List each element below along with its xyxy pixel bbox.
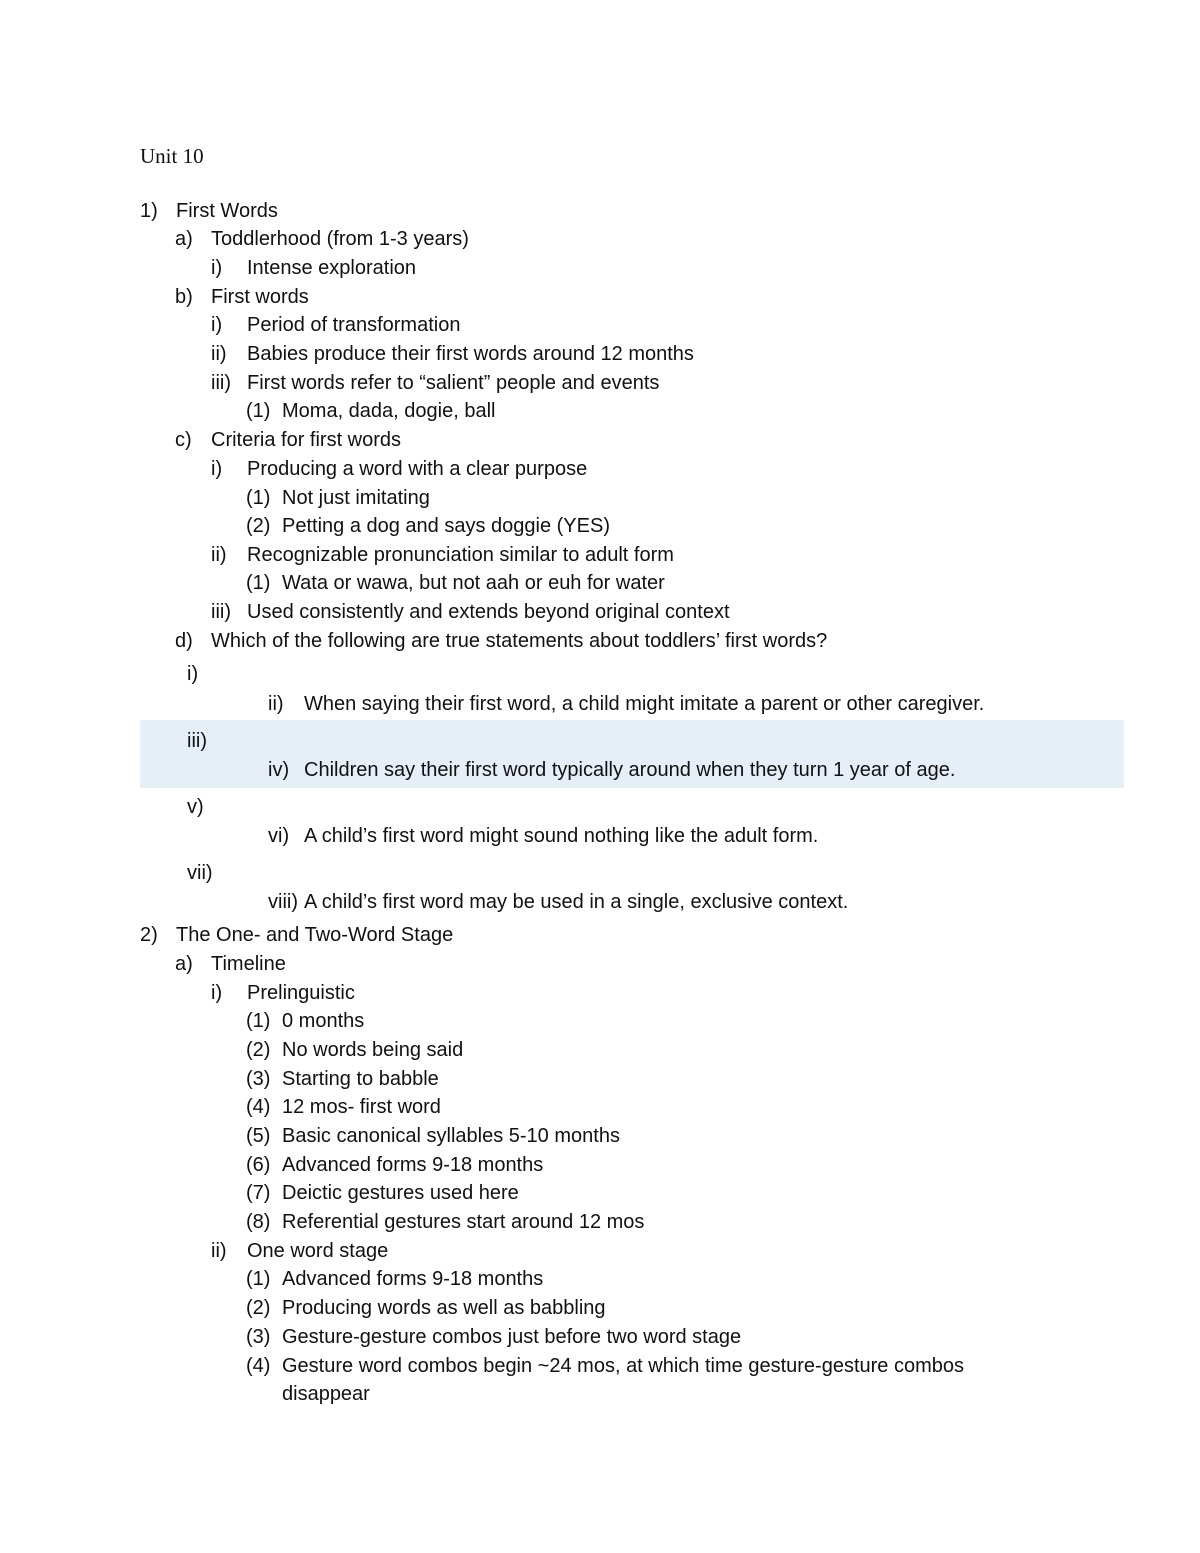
outline-text: When saying their first word, a child might imitate a parent or other caregiver. [304,693,985,715]
outline-text: A child’s first word may be used in a single, exclusive context. [304,891,849,913]
outline-marker: (6) [246,1154,271,1176]
outline-marker: i) [211,458,223,480]
outline-marker: ii) [211,343,227,365]
outline-text: Producing words as well as babbling [282,1297,606,1319]
outline-text: 12 mos- first word [282,1096,441,1118]
outline-text: Referential gestures start around 12 mos [282,1211,645,1233]
outline-text: A child’s first word might sound nothing like the adult form. [304,825,819,847]
outline-text: Criteria for first words [211,429,402,451]
outline-text: Toddlerhood (from 1-3 years) [211,228,469,250]
outline-marker: (1) [246,1010,271,1032]
outline-marker: (4) [246,1355,271,1377]
outline-text: 0 months [282,1010,365,1032]
outline-marker: v) [187,796,204,818]
outline-text: Gesture word combos begin ~24 mos, at which time gesture-gesture combos [282,1355,964,1377]
outline-text: Babies produce their first words around 12 months [247,343,694,365]
outline-marker: iii) [187,730,207,752]
outline-marker: vi) [268,825,290,847]
outline-marker: ii) [268,693,284,715]
outline-text: Intense exploration [247,257,417,279]
outline-text: One word stage [247,1240,389,1262]
outline-marker: (2) [246,1297,271,1319]
outline-marker: (1) [246,400,271,422]
outline-text: Producing a word with a clear purpose [247,458,588,480]
outline-marker: (1) [246,487,271,509]
outline-marker: (2) [246,1039,271,1061]
outline-marker: (3) [246,1326,271,1348]
outline-marker: (3) [246,1068,271,1090]
outline-text: Starting to babble [282,1068,439,1090]
outline-marker: iii) [211,372,231,394]
outline-text: Prelinguistic [247,982,355,1004]
outline-marker: (7) [246,1182,271,1204]
outline-text: Deictic gestures used here [282,1182,519,1204]
outline-text: No words being said [282,1039,464,1061]
outline-text: Moma, dada, dogie, ball [282,400,496,422]
outline-text: Gesture-gesture combos just before two word stage [282,1326,742,1348]
outline-marker: iii) [211,601,231,623]
outline-marker: i) [211,982,223,1004]
outline-marker: (1) [246,1268,271,1290]
outline-marker: iv) [268,759,290,781]
outline-text: Petting a dog and says doggie (YES) [282,515,610,537]
outline-marker: 1) [140,200,158,222]
outline-text: Timeline [211,953,286,975]
outline-marker: b) [175,286,193,308]
outline-marker: i) [187,663,199,685]
outline-marker: a) [175,228,193,250]
document-title: Unit 10 [140,144,204,168]
outline-marker: a) [175,953,193,975]
outline-text: Not just imitating [282,487,430,509]
outline-marker: vii) [187,862,213,884]
outline-marker: (8) [246,1211,271,1233]
outline-text: Wata or wawa, but not aah or euh for water [282,572,665,594]
outline-text: Which of the following are true statements about toddlers’ first words? [211,630,828,652]
outline-text: First words refer to “salient” people and events [247,372,660,394]
outline-text: Used consistently and extends beyond original context [247,601,730,623]
outline-marker: i) [211,257,223,279]
outline-text: disappear [282,1383,370,1405]
outline-text: Advanced forms 9-18 months [282,1154,544,1176]
outline-text: Children say their first word typically around when they turn 1 year of age. [304,759,956,781]
outline-text: Period of transformation [247,314,461,336]
outline-text: First Words [176,200,278,222]
outline-marker: c) [175,429,192,451]
outline-text: Recognizable pronunciation similar to adult form [247,544,674,566]
outline-text: Advanced forms 9-18 months [282,1268,544,1290]
outline-text: First words [211,286,309,308]
outline-marker: (5) [246,1125,271,1147]
outline-marker: (4) [246,1096,271,1118]
outline-marker: ii) [211,544,227,566]
outline-marker: (2) [246,515,271,537]
outline-text: Basic canonical syllables 5-10 months [282,1125,620,1147]
outline-text: The One- and Two-Word Stage [176,924,454,946]
outline-marker: i) [211,314,223,336]
outline-marker: (1) [246,572,271,594]
outline-marker: viii) [268,891,298,913]
outline-marker: ii) [211,1240,227,1262]
outline-marker: d) [175,630,193,652]
outline-marker: 2) [140,924,158,946]
